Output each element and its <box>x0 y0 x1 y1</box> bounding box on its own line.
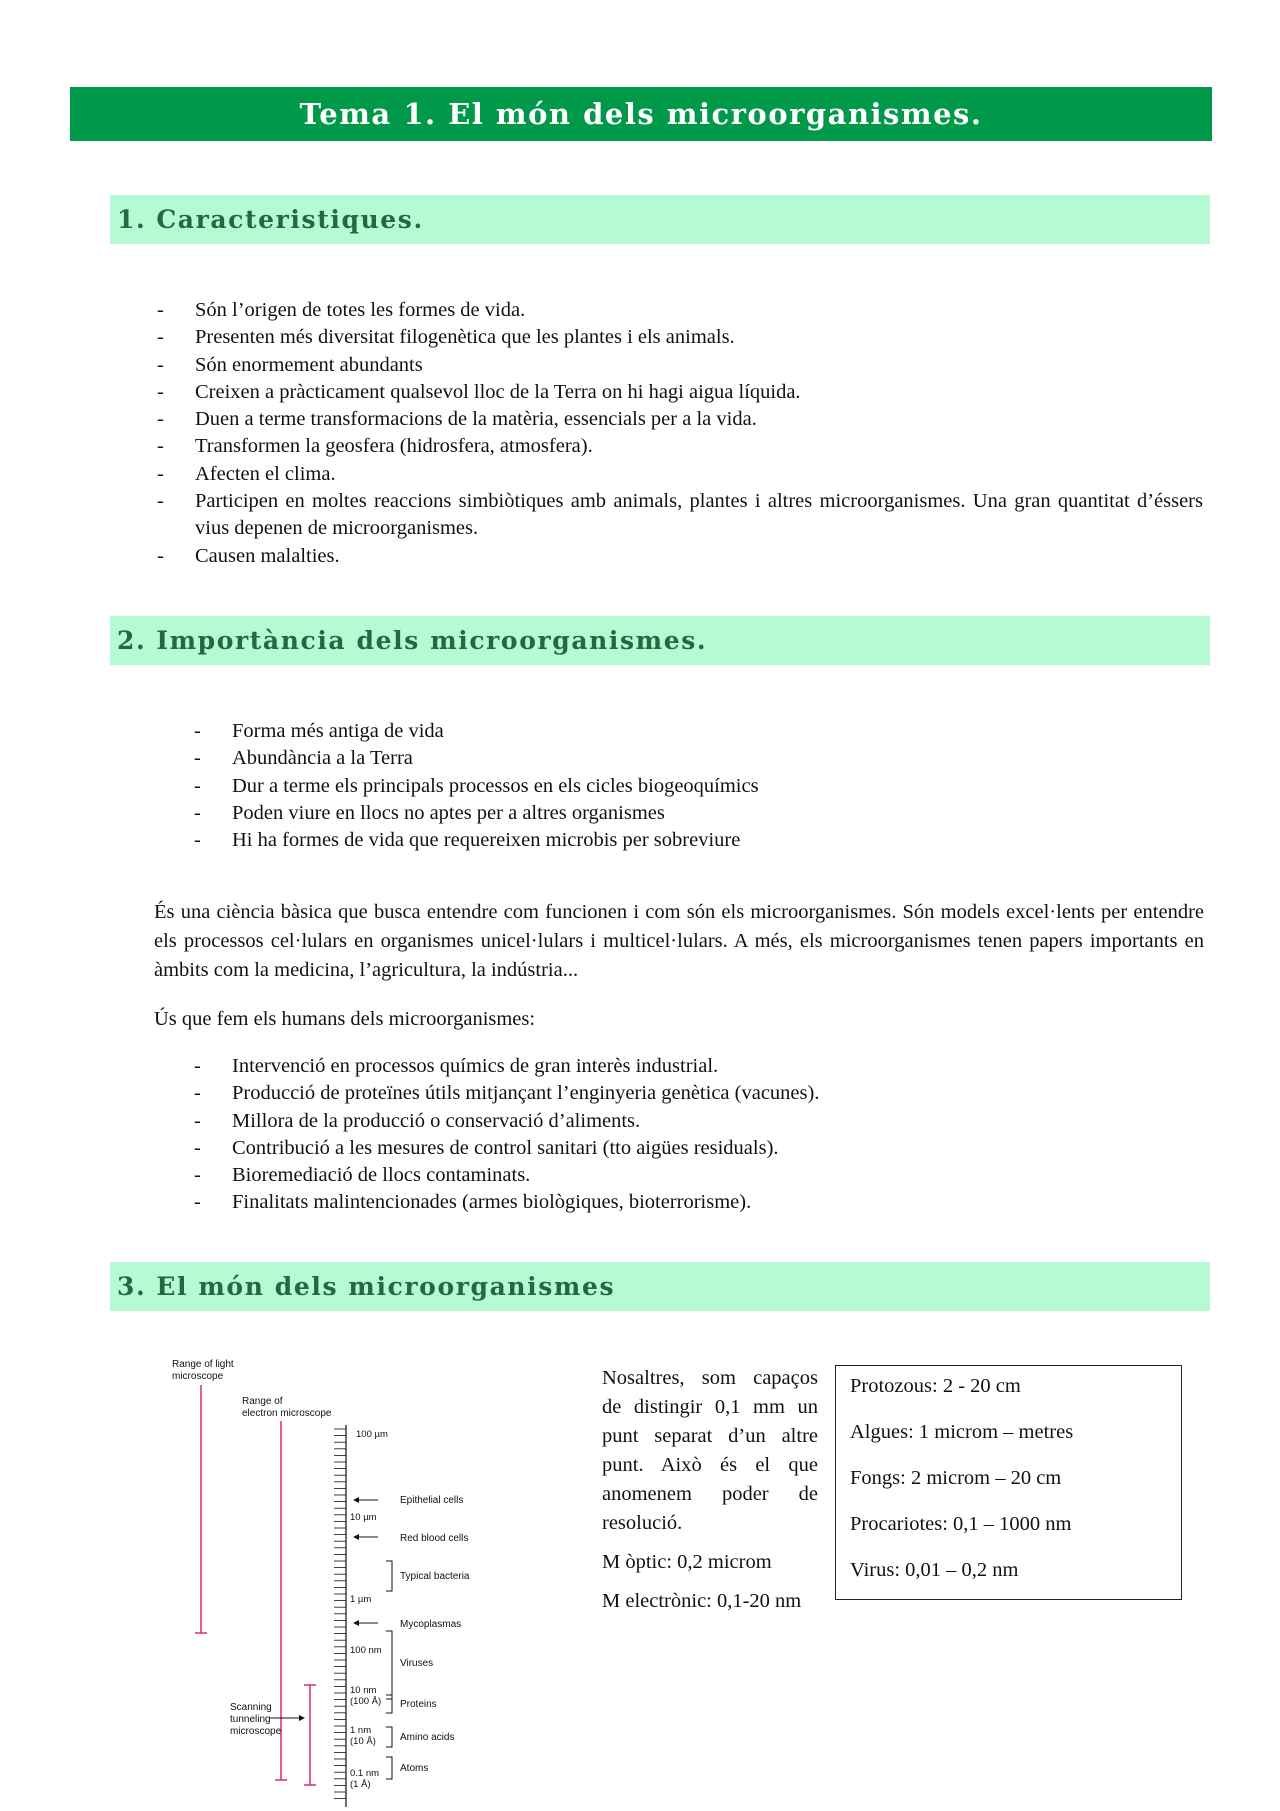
bullet-dash: - <box>194 801 201 824</box>
section-title: Caracteristiques. <box>156 205 424 234</box>
bullet-dash: - <box>194 720 201 742</box>
size-range-item: Procariotes: 0,1 – 1000 nm <box>850 1513 1072 1535</box>
tick-label: (100 Å) <box>350 1696 382 1707</box>
size-range-item: Protozous: 2 - 20 cm <box>850 1375 1021 1397</box>
list-item: - Producció de proteïnes útils mitjançant l’enginyeria genètica (vacunes). <box>232 1080 1192 1107</box>
size-scale-figure <box>160 1355 590 1811</box>
list-item: - Hi ha formes de vida que requereixen microbis per sobreviure <box>232 827 1132 854</box>
item-label: Red blood cells <box>400 1533 469 1544</box>
tick-label: 1 nm <box>350 1725 372 1736</box>
item-bracket <box>386 1695 392 1713</box>
uses-intro: Ús que fem els humans dels microorganismes: <box>154 1008 536 1030</box>
list-item: - Són l’origen de totes les formes de vida. <box>195 297 1203 324</box>
item-arrowhead <box>353 1534 359 1540</box>
tunneling-label: microscope <box>230 1726 282 1737</box>
light-range-label: microscope <box>172 1371 224 1382</box>
bullet-dash: - <box>194 1109 201 1132</box>
size-range-item: Virus: 0,01 – 0,2 nm <box>850 1559 1019 1581</box>
importance-list <box>194 718 1132 854</box>
page-title: Tema 1. El món dels microorganismes. <box>70 87 1212 141</box>
light-range-label: Range of light <box>172 1359 234 1370</box>
section-heading-characteristics <box>110 195 1210 244</box>
characteristics-list <box>157 297 1203 570</box>
bullet-dash: - <box>157 408 164 431</box>
list-item: - Afecten el clima. <box>195 461 1203 488</box>
bullet-dash: - <box>194 1191 201 1214</box>
list-item: - Dur a terme els principals processos en els cicles biogeoquímics <box>232 773 1132 800</box>
bullet-dash: - <box>157 462 164 485</box>
tick-label: 100 µm <box>356 1429 388 1440</box>
list-item: - Presenten més diversitat filogenètica que les plantes i els animals. <box>195 324 1203 351</box>
list-item: - Bioremediació de llocs contaminats. <box>232 1162 1192 1189</box>
tick-label: (10 Å) <box>350 1736 376 1747</box>
section-number: 3. <box>117 1272 147 1301</box>
list-item: - Millora de la producció o conservació d’aliments. <box>232 1108 1192 1135</box>
bullet-dash: - <box>157 299 164 321</box>
item-label: Typical bacteria <box>400 1571 470 1582</box>
science-paragraph: És una ciència bàsica que busca entendre com funcionen i com són els microorganismes. Són models excel·lents per entendre els processos cel·lulars en organismes unicel·lulars i multicel·lulars. A més, els microorganismes tenen papers importants en àmbits com la medicina, l’agricultura, la indústria... <box>154 901 1204 981</box>
bullet-dash: - <box>194 747 201 770</box>
size-range-item: Algues: 1 microm – metres <box>850 1421 1074 1443</box>
list-item: - Poden viure en llocs no aptes per a altres organismes <box>232 800 1132 827</box>
item-label: Atoms <box>400 1763 429 1774</box>
electron-range-label: electron microscope <box>242 1408 332 1419</box>
bullet-dash: - <box>157 490 164 513</box>
item-arrowhead <box>353 1497 359 1503</box>
bullet-dash: - <box>157 544 164 567</box>
item-bracket <box>386 1561 392 1591</box>
section-heading-importance <box>110 616 1210 665</box>
item-bracket <box>386 1631 392 1699</box>
list-item: - Finalitats malintencionades (armes biològiques, bioterrorisme). <box>232 1189 1192 1216</box>
list-item: - Participen en moltes reaccions simbiòtiques amb animals, plantes i altres microorganismes. Una gran quantitat d’éssers vius depenen de microorganismes. <box>157 490 1203 540</box>
list-item: - Contribució a les mesures de control sanitari (tto aigües residuals). <box>232 1135 1192 1162</box>
section-title: El món dels microorganismes <box>156 1272 616 1301</box>
item-bracket <box>386 1757 392 1779</box>
tick-label: 1 µm <box>350 1594 372 1605</box>
tunneling-label: tunneling <box>230 1714 271 1725</box>
item-label: Mycoplasmas <box>400 1619 462 1630</box>
size-ranges-box <box>835 1365 1182 1600</box>
tunneling-arrowhead <box>299 1715 305 1721</box>
bullet-dash: - <box>194 1164 201 1187</box>
list-item: - Forma més antiga de vida <box>232 718 1132 745</box>
list-item: - Transformen la geosfera (hidrosfera, atmosfera). <box>195 433 1203 460</box>
bullet-dash: - <box>157 353 164 376</box>
size-range-item: Fongs: 2 microm – 20 cm <box>850 1467 1062 1489</box>
tunneling-label: Scanning <box>230 1702 272 1713</box>
bullet-dash: - <box>194 1136 201 1159</box>
bullet-dash: - <box>194 774 201 797</box>
section-number: 1. <box>117 205 147 234</box>
bullet-dash: - <box>157 326 164 349</box>
list-item: - Duen a terme transformacions de la matèria, essencials per a la vida. <box>195 406 1203 433</box>
item-arrowhead <box>353 1620 359 1626</box>
bullet-dash: - <box>157 380 164 403</box>
tick-label: 0.1 nm <box>350 1768 380 1779</box>
item-label: Viruses <box>400 1658 434 1669</box>
list-item: - Causen malalties. <box>195 543 1203 570</box>
uses-list <box>194 1053 1192 1217</box>
optical-microscope-note: M òptic: 0,2 microm <box>602 1551 772 1573</box>
electron-microscope-note: M electrònic: 0,1-20 nm <box>602 1590 802 1612</box>
section-title: Importància dels microorganismes. <box>156 626 708 655</box>
list-item: - Són enormement abundants <box>195 352 1203 379</box>
resolution-notes <box>602 1364 818 1626</box>
bullet-dash: - <box>194 1082 201 1105</box>
resolution-paragraph: Nosaltres, som capaços de distingir 0,1 mm un punt separat d’un altre punt. Això és el que anomenem poder de resolució. <box>602 1367 818 1534</box>
bullet-dash: - <box>157 435 164 458</box>
tick-label: (1 Å) <box>350 1779 371 1790</box>
item-label: Proteins <box>400 1699 437 1710</box>
item-bracket <box>386 1727 392 1747</box>
list-item: - Abundància a la Terra <box>232 745 1132 772</box>
list-item: - Creixen a pràcticament qualsevol lloc de la Terra on hi hagi aigua líquida. <box>195 379 1203 406</box>
bullet-dash: - <box>194 1055 201 1077</box>
tick-label: 10 µm <box>350 1512 377 1523</box>
item-label: Amino acids <box>400 1732 455 1743</box>
item-label: Epithelial cells <box>400 1495 464 1506</box>
tick-label: 100 nm <box>350 1645 382 1656</box>
tick-label: 10 nm <box>350 1685 377 1696</box>
bullet-dash: - <box>194 829 201 852</box>
electron-range-label: Range of <box>242 1396 283 1407</box>
list-item: - Intervenció en processos químics de gran interès industrial. <box>232 1053 1192 1080</box>
section-heading-microbe-world <box>110 1262 1210 1311</box>
ruler-ticks <box>334 1429 346 1799</box>
section-number: 2. <box>117 626 147 655</box>
